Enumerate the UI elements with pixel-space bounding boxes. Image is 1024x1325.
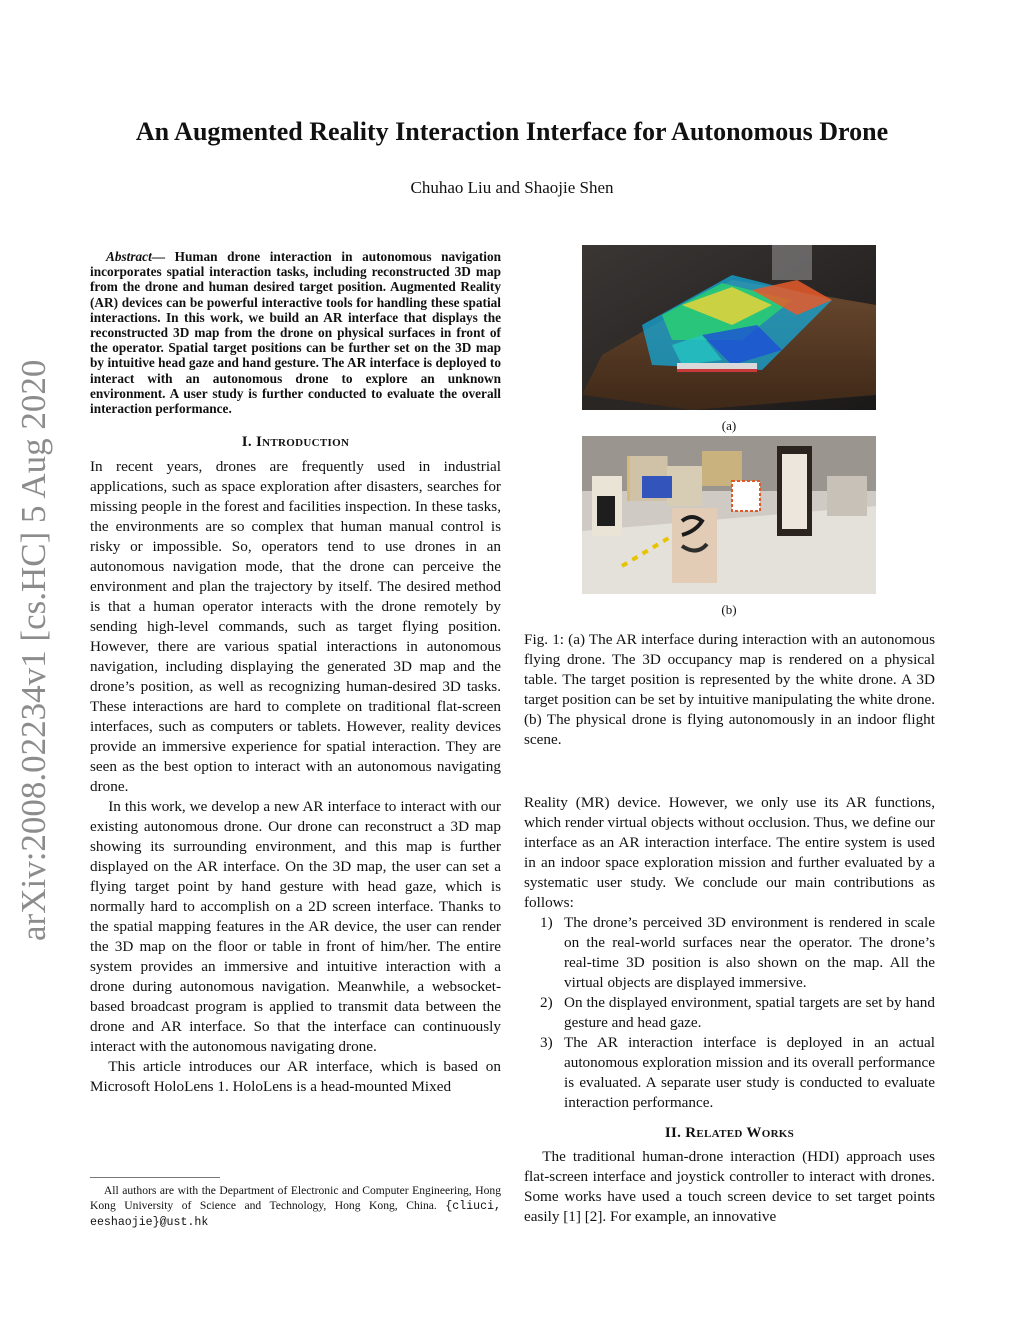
intro-paragraph-3: This article introduces our AR interface, which is based on Microsoft HoloLens 1. HoloLens is a head-mounted Mixed — [90, 1058, 501, 1096]
right-column — [524, 793, 935, 1227]
indoor-flight-scene-illustration — [582, 436, 876, 594]
abstract-text: — Human drone interaction in autonomous navigation incorporates spatial interaction tasks, including reconstructed 3D map from the drone and human desired target position. Augmented Reality (AR) devices can be powerful interactive tools for handling these spatial interactions. In this work, we build an AR interface that displays the reconstructed 3D map from the drone on physical surfaces in front of the operator. Spatial target positions can be further set on the 3D map by intuitive head gaze and hand gesture. The AR interface is deployed to interact with an autonomous drone to explore an unknown environment. A user study is further conducted to evaluate the overall interaction performance. — [90, 249, 501, 417]
left-column — [90, 249, 501, 1097]
footnote-text: All authors are with the Department of Electronic and Computer Engineering, Hong Kong University of Science and Technology, Hong Kong, China. — [90, 1184, 501, 1212]
contribution-text: On the displayed environment, spatial targets are set by hand gesture and head gaze. — [564, 994, 935, 1031]
abstract-label: Abstract — [105, 249, 152, 264]
contribution-item-3 — [524, 1033, 935, 1113]
paper-authors: Chuhao Liu and Shaojie Shen — [410, 178, 614, 197]
footnote-rule — [90, 1177, 220, 1178]
contribution-number: 2) — [540, 994, 553, 1011]
intro-paragraph-2: In this work, we develop a new AR interface to interact with our existing autonomous drone. Our drone can reconstruct a 3D map showing its surrounding environment, and this map is further displayed on the AR interface. On the 3D map, the user can set a flying target point by hand gesture with head gaze, which is normally hard to accomplish on a 2D screen interface. Thanks to the spatial mapping features in the AR device, the user can render the 3D map on the floor or table in front of him/her. The entire system provides an immersive and intuitive interaction with a drone during autonomous navigation. Meanwhile, a websocket-based broadcast program is applied to transmit data between the drone and AR interface. So that the interface can continuously interact with the autonomous navigating drone. — [90, 798, 501, 1056]
contribution-text: The drone’s perceived 3D environment is rendered in scale on the real-world surfaces near the operator. The drone’s real-time 3D position is also shown on the map. All the virtual objects are displayed immersive. — [564, 914, 935, 991]
contribution-number: 3) — [540, 1034, 553, 1051]
contribution-item-2 — [524, 993, 935, 1033]
related-works-paragraph: The traditional human-drone interaction (HDI) approach uses flat-screen interface and joystick controller to interact with drones. Some works have used a touch screen device to set target points easily [1] [2]. For example, an innovative — [524, 1148, 935, 1225]
contribution-text: The AR interaction interface is deployed in an actual autonomous exploration mission and its overall performance is evaluated. A separate user study is conducted to evaluate interaction performance. — [564, 1034, 935, 1111]
paper-title: An Augmented Reality Interaction Interface for Autonomous Drone — [135, 117, 889, 146]
figure-1b-label: (b) — [721, 602, 737, 617]
continuation-paragraph: Reality (MR) device. However, we only use its AR functions, which render virtual objects without occlusion. Thus, we define our interface as an AR interaction interface. The entire system is used in an indoor space exploration mission and further evaluated by a systematic user study. We conclude our main contributions as follows: — [524, 794, 935, 911]
intro-paragraph-1: In recent years, drones are frequently used in industrial applications, such as space exploration after disasters, searches for missing people in the forest and facilities inspection. In these tasks, the environments are so complex that human manual control is risky or impossible. So, operators tend to use drones in an autonomous navigation mode, that the drone can perceive the environment and plan the trajectory by itself. The desired method is that a human operator interacts with the drone remotely by sending high-level commands, such as target flying position. However, there are various spatial interactions in autonomous navigation, including displaying the generated 3D map and the drone’s position, as well as recognizing human-desired 3D tasks. These interactions are hard to complete on traditional flat-screen interfaces, such as computers or tablets. However, reality devices provide an immersive experience for spatial interaction. They are seen as the best option to interact with an autonomous navigating drone. — [90, 458, 501, 796]
footnote-affiliation — [90, 1183, 501, 1230]
contributions-list — [524, 913, 935, 1113]
figure-1a-label: (a) — [721, 418, 737, 433]
contribution-number: 1) — [540, 914, 553, 931]
contribution-item-1 — [524, 913, 935, 993]
section-heading-introduction: I. Introduction — [241, 434, 350, 451]
arxiv-stamp: arXiv:2008.02234v1 [cs.HC] 5 Aug 2020 — [14, 359, 53, 941]
section-heading-related-works: II. Related Works — [664, 1125, 795, 1141]
ar-occupancy-map-illustration — [582, 245, 876, 410]
figure-1b-image — [582, 436, 876, 594]
abstract — [90, 249, 501, 416]
figure-1-caption: Fig. 1: (a) The AR interface during interaction with an autonomous flying drone. The 3D occupancy map is rendered on a physical table. The target position is represented by the white drone. A 3D target position can be set by intuitive manipulating the white drone. (b) The physical drone is flying autonomously in an indoor flight scene. — [524, 631, 935, 748]
figure-1a-image — [582, 245, 876, 410]
footnote-emails: {cliuci, eeshaojie}@ust.hk — [90, 1200, 501, 1229]
